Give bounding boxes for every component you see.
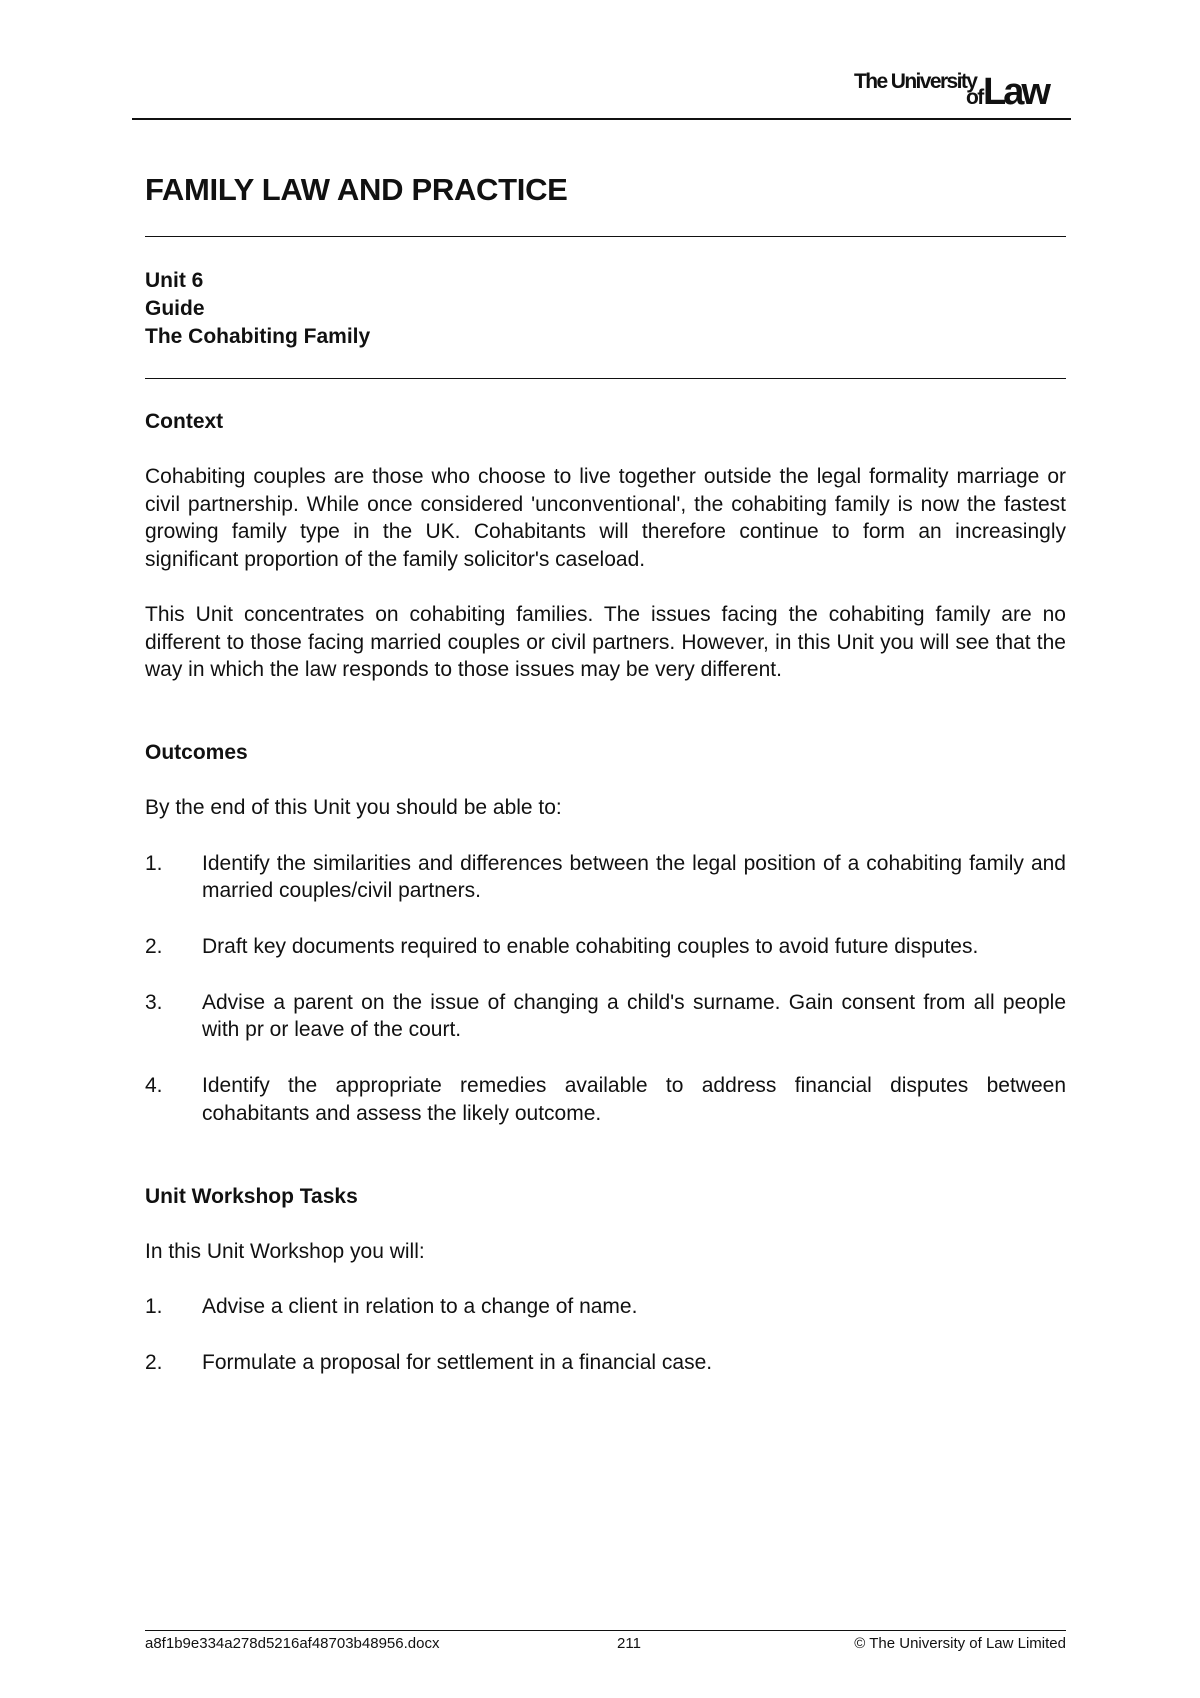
footer-filename: a8f1b9e334a278d5216af48703b48956.docx [145, 1635, 440, 1652]
list-text: Advise a parent on the issue of changing a child's surname. Gain consent from all people with pr or leave of the court. [202, 990, 1066, 1042]
unit-divider [145, 378, 1066, 379]
unit-title: The Cohabiting Family [145, 325, 371, 348]
list-text: Identify the appropriate remedies available to address financial disputes between cohabitants and assess the likely outcome. [202, 1074, 1066, 1125]
outcomes-intro: By the end of this Unit you should be able to: [145, 795, 562, 819]
logo-line-2: of [966, 86, 983, 109]
list-item [145, 989, 1066, 1044]
list-number: 4. [145, 1074, 163, 1098]
list-number: 1. [145, 1295, 163, 1319]
document-body [145, 168, 1066, 1377]
context-paragraph-2: This Unit concentrates on cohabiting families. The issues facing the cohabiting family are no different to those facing married couples or civil partners. However, in this Unit you will see that the way in which the law responds to those issues may be very different. [145, 602, 1066, 682]
list-item [145, 933, 1066, 961]
title-divider [145, 236, 1066, 237]
context-heading: Context [145, 410, 224, 433]
list-item [145, 1072, 1066, 1127]
tasks-list [145, 1293, 1066, 1376]
list-text: Identify the similarities and differences between the legal position of a cohabiting family and married couples/civil partners. [202, 851, 1066, 903]
logo-line-1: The University [854, 70, 977, 93]
header-divider [132, 118, 1071, 120]
list-text: Draft key documents required to enable cohabiting couples to avoid future disputes. [202, 935, 979, 959]
unit-number: Unit 6 [145, 269, 204, 292]
unit-info [145, 267, 1066, 351]
university-logo [850, 70, 1062, 112]
footer-page-number: 211 [617, 1635, 641, 1652]
list-number: 2. [145, 935, 163, 959]
list-number: 1. [145, 851, 163, 875]
list-number: 3. [145, 990, 163, 1014]
outcomes-heading: Outcomes [145, 740, 248, 764]
context-paragraph-1: Cohabiting couples are those who choose to live together outside the legal formality marriage or civil partnership. While once considered 'unconventional', the cohabiting family is now the fastest growing family type in the UK. Cohabitants will therefore continue to form an increasingly significant proportion of the family solicitor's caseload. [145, 465, 1066, 572]
outcomes-list [145, 850, 1066, 1128]
list-item [145, 1293, 1066, 1321]
page-footer [145, 1635, 1066, 1655]
list-item [145, 850, 1066, 905]
list-text: Formulate a proposal for settlement in a financial case. [202, 1350, 713, 1374]
logo-line-3: Law [983, 71, 1048, 113]
unit-type: Guide [145, 297, 205, 320]
document-title: FAMILY LAW AND PRACTICE [145, 172, 568, 207]
footer-divider [145, 1630, 1066, 1631]
tasks-intro: In this Unit Workshop you will: [145, 1239, 425, 1263]
list-text: Advise a client in relation to a change of name. [202, 1295, 638, 1319]
list-number: 2. [145, 1350, 163, 1374]
tasks-heading: Unit Workshop Tasks [145, 1184, 358, 1208]
list-item [145, 1349, 1066, 1377]
footer-copyright: © The University of Law Limited [854, 1635, 1066, 1652]
